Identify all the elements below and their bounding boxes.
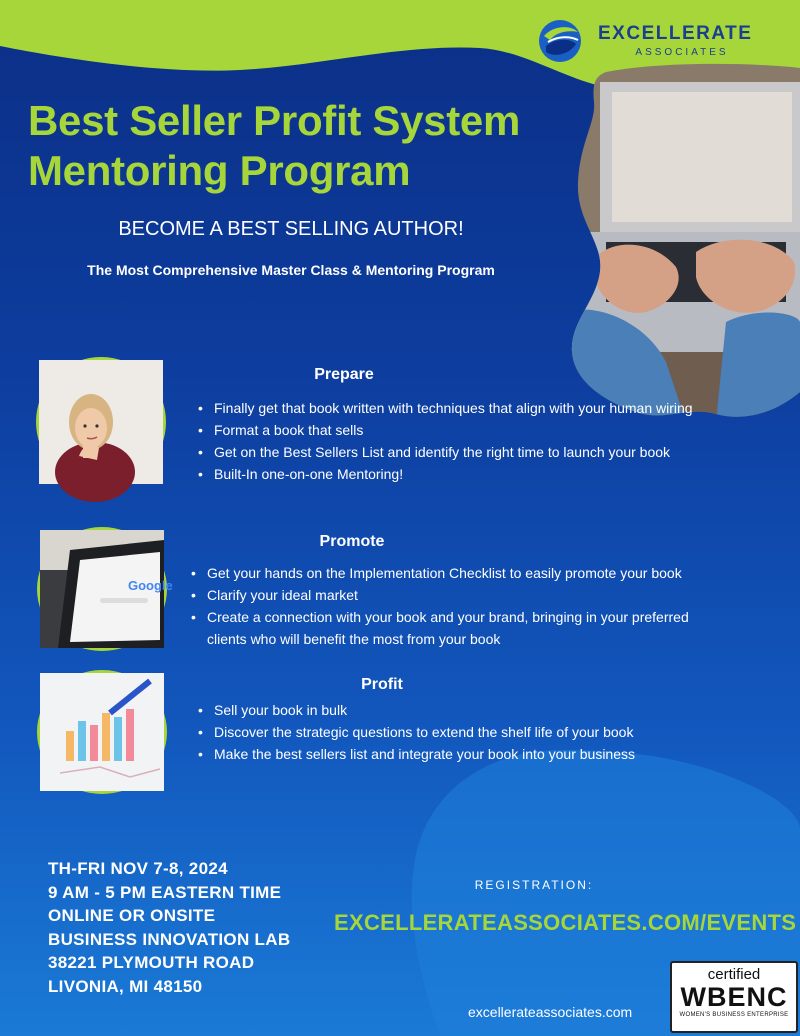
event-details <box>48 857 290 998</box>
list-item: • Discover the strategic questions to extend the shelf life of your book <box>198 721 758 743</box>
promote-list <box>191 562 761 650</box>
title-line-1: Best Seller Profit System <box>28 97 521 144</box>
list-item: clients who will benefit the most from your book <box>207 631 501 647</box>
event-street: 38221 PLYMOUTH ROAD <box>48 953 255 972</box>
website-link[interactable]: excellerateassociates.com <box>468 1004 633 1020</box>
google-logo-text: Google <box>128 578 173 593</box>
section-title-promote: Promote <box>319 533 385 550</box>
page-subtitle: BECOME A BEST SELLING AUTHOR! <box>118 218 464 240</box>
list-item: • Make the best sellers list and integrate your book into your business <box>198 743 758 765</box>
brand-logo <box>536 18 768 64</box>
badge-main-text: WBENC <box>680 982 788 1012</box>
section-title-profit: Profit <box>361 676 403 693</box>
title-line-2: Mentoring Program <box>28 147 411 194</box>
registration-link[interactable]: EXCELLERATEASSOCIATES.COM/EVENTS <box>334 910 797 935</box>
logo-swirl-icon <box>536 18 586 64</box>
list-item: • Get your hands on the Implementation Checklist to easily promote your book <box>191 562 761 584</box>
registration-label: REGISTRATION: <box>474 878 594 892</box>
list-item: • Sell your book in bulk <box>198 699 758 721</box>
event-time: 9 AM - 5 PM EASTERN TIME <box>48 882 282 902</box>
thinking-woman-photo <box>36 357 166 487</box>
bar-chart-photo <box>37 670 167 794</box>
list-item: • Clarify your ideal market <box>191 584 761 606</box>
wbenc-certified-badge <box>670 961 798 1033</box>
event-date: TH-FRI NOV 7-8, 2024 <box>48 859 228 878</box>
profit-list <box>198 699 758 765</box>
page-title <box>28 96 588 196</box>
brand-name: EXCELLERATE <box>598 23 753 44</box>
list-item: • Get on the Best Sellers List and identify the right time to launch your book <box>198 441 758 463</box>
badge-top-text: certified <box>707 966 761 983</box>
page-tagline: The Most Comprehensive Master Class & Mentoring Program <box>87 262 495 278</box>
event-format: ONLINE OR ONSITE <box>48 906 216 925</box>
badge-bottom-text: WOMEN'S BUSINESS ENTERPRISE <box>679 1012 789 1018</box>
tablet-search-photo <box>37 527 173 651</box>
event-venue: BUSINESS INNOVATION LAB <box>48 929 291 949</box>
brand-subname: ASSOCIATES <box>635 47 729 58</box>
list-item: • Create a connection with your book and your brand, bringing in your preferred <box>191 606 761 628</box>
list-item: • Format a book that sells <box>198 419 758 441</box>
list-item: • Finally get that book written with techniques that align with your human wiring <box>198 397 758 419</box>
laptop-typing-photo <box>566 62 800 422</box>
section-title-prepare: Prepare <box>314 366 374 383</box>
prepare-list <box>198 397 758 485</box>
event-city: LIVONIA, MI 48150 <box>48 976 203 996</box>
list-item: • Built-In one-on-one Mentoring! <box>198 463 758 485</box>
